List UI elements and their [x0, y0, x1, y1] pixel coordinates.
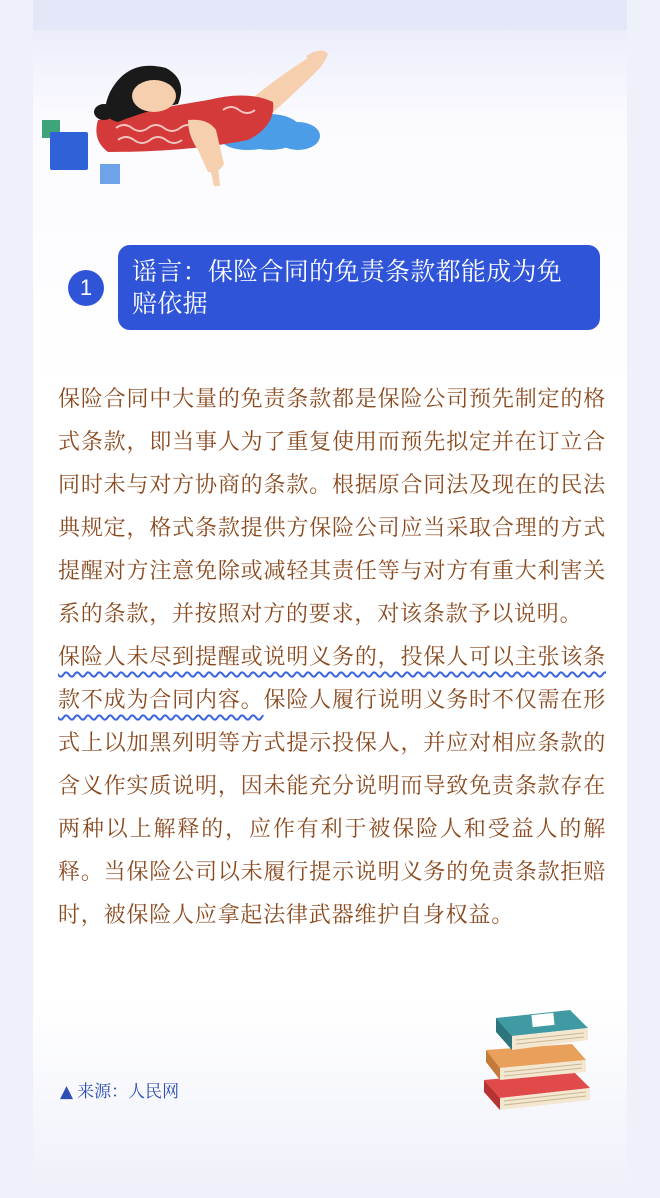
highlighted-sentence: 保险人未尽到提醒或说明义务的，投保人可以主张该条款不成为合同内容。 [58, 645, 606, 713]
article-body [58, 378, 606, 937]
light-blue-square-decoration [100, 164, 120, 184]
paragraph-1: 保险合同中大量的免责条款都是保险公司预先制定的格式条款，即当事人为了重复使用而预先拟定并在订立合同时未与对方协商的条款。根据原合同法及现在的民法典规定，格式条款提供方保险公司应当采取合理的方式提醒对方注意免除或减轻其责任等与对方有重大利害关系的条款，并按照对方的要求，对该条款予以说明。 [58, 387, 606, 627]
paragraph-2-rest: 保险人履行说明义务时不仅需在形式上以加黑列明等方式提示投保人，并应对相应条款的含义作实质说明，因未能充分说明而导致免责条款存在两种以上解释的，应作有利于被保险人和受益人的解释。当保险公司以未履行提示说明义务的免责条款拒赔时，被保险人应拿起法律武器维护自身权益。 [58, 688, 606, 928]
top-band [33, 0, 627, 30]
source-credit [60, 1077, 179, 1102]
source-text: 来源：人民网 [77, 1082, 180, 1102]
face [132, 80, 176, 112]
heading-section [68, 245, 602, 330]
paragraph-2 [58, 636, 606, 937]
heading-number-badge: 1 [68, 270, 104, 306]
triangle-icon: ▲ [60, 1082, 74, 1102]
blue-square-decoration [50, 132, 88, 170]
teal-book [496, 1010, 588, 1050]
books-stack-illustration [478, 1002, 598, 1117]
heading-title: 谣言：保险合同的免责条款都能成为免赔依据 [118, 245, 600, 330]
woman-illustration [38, 40, 338, 190]
